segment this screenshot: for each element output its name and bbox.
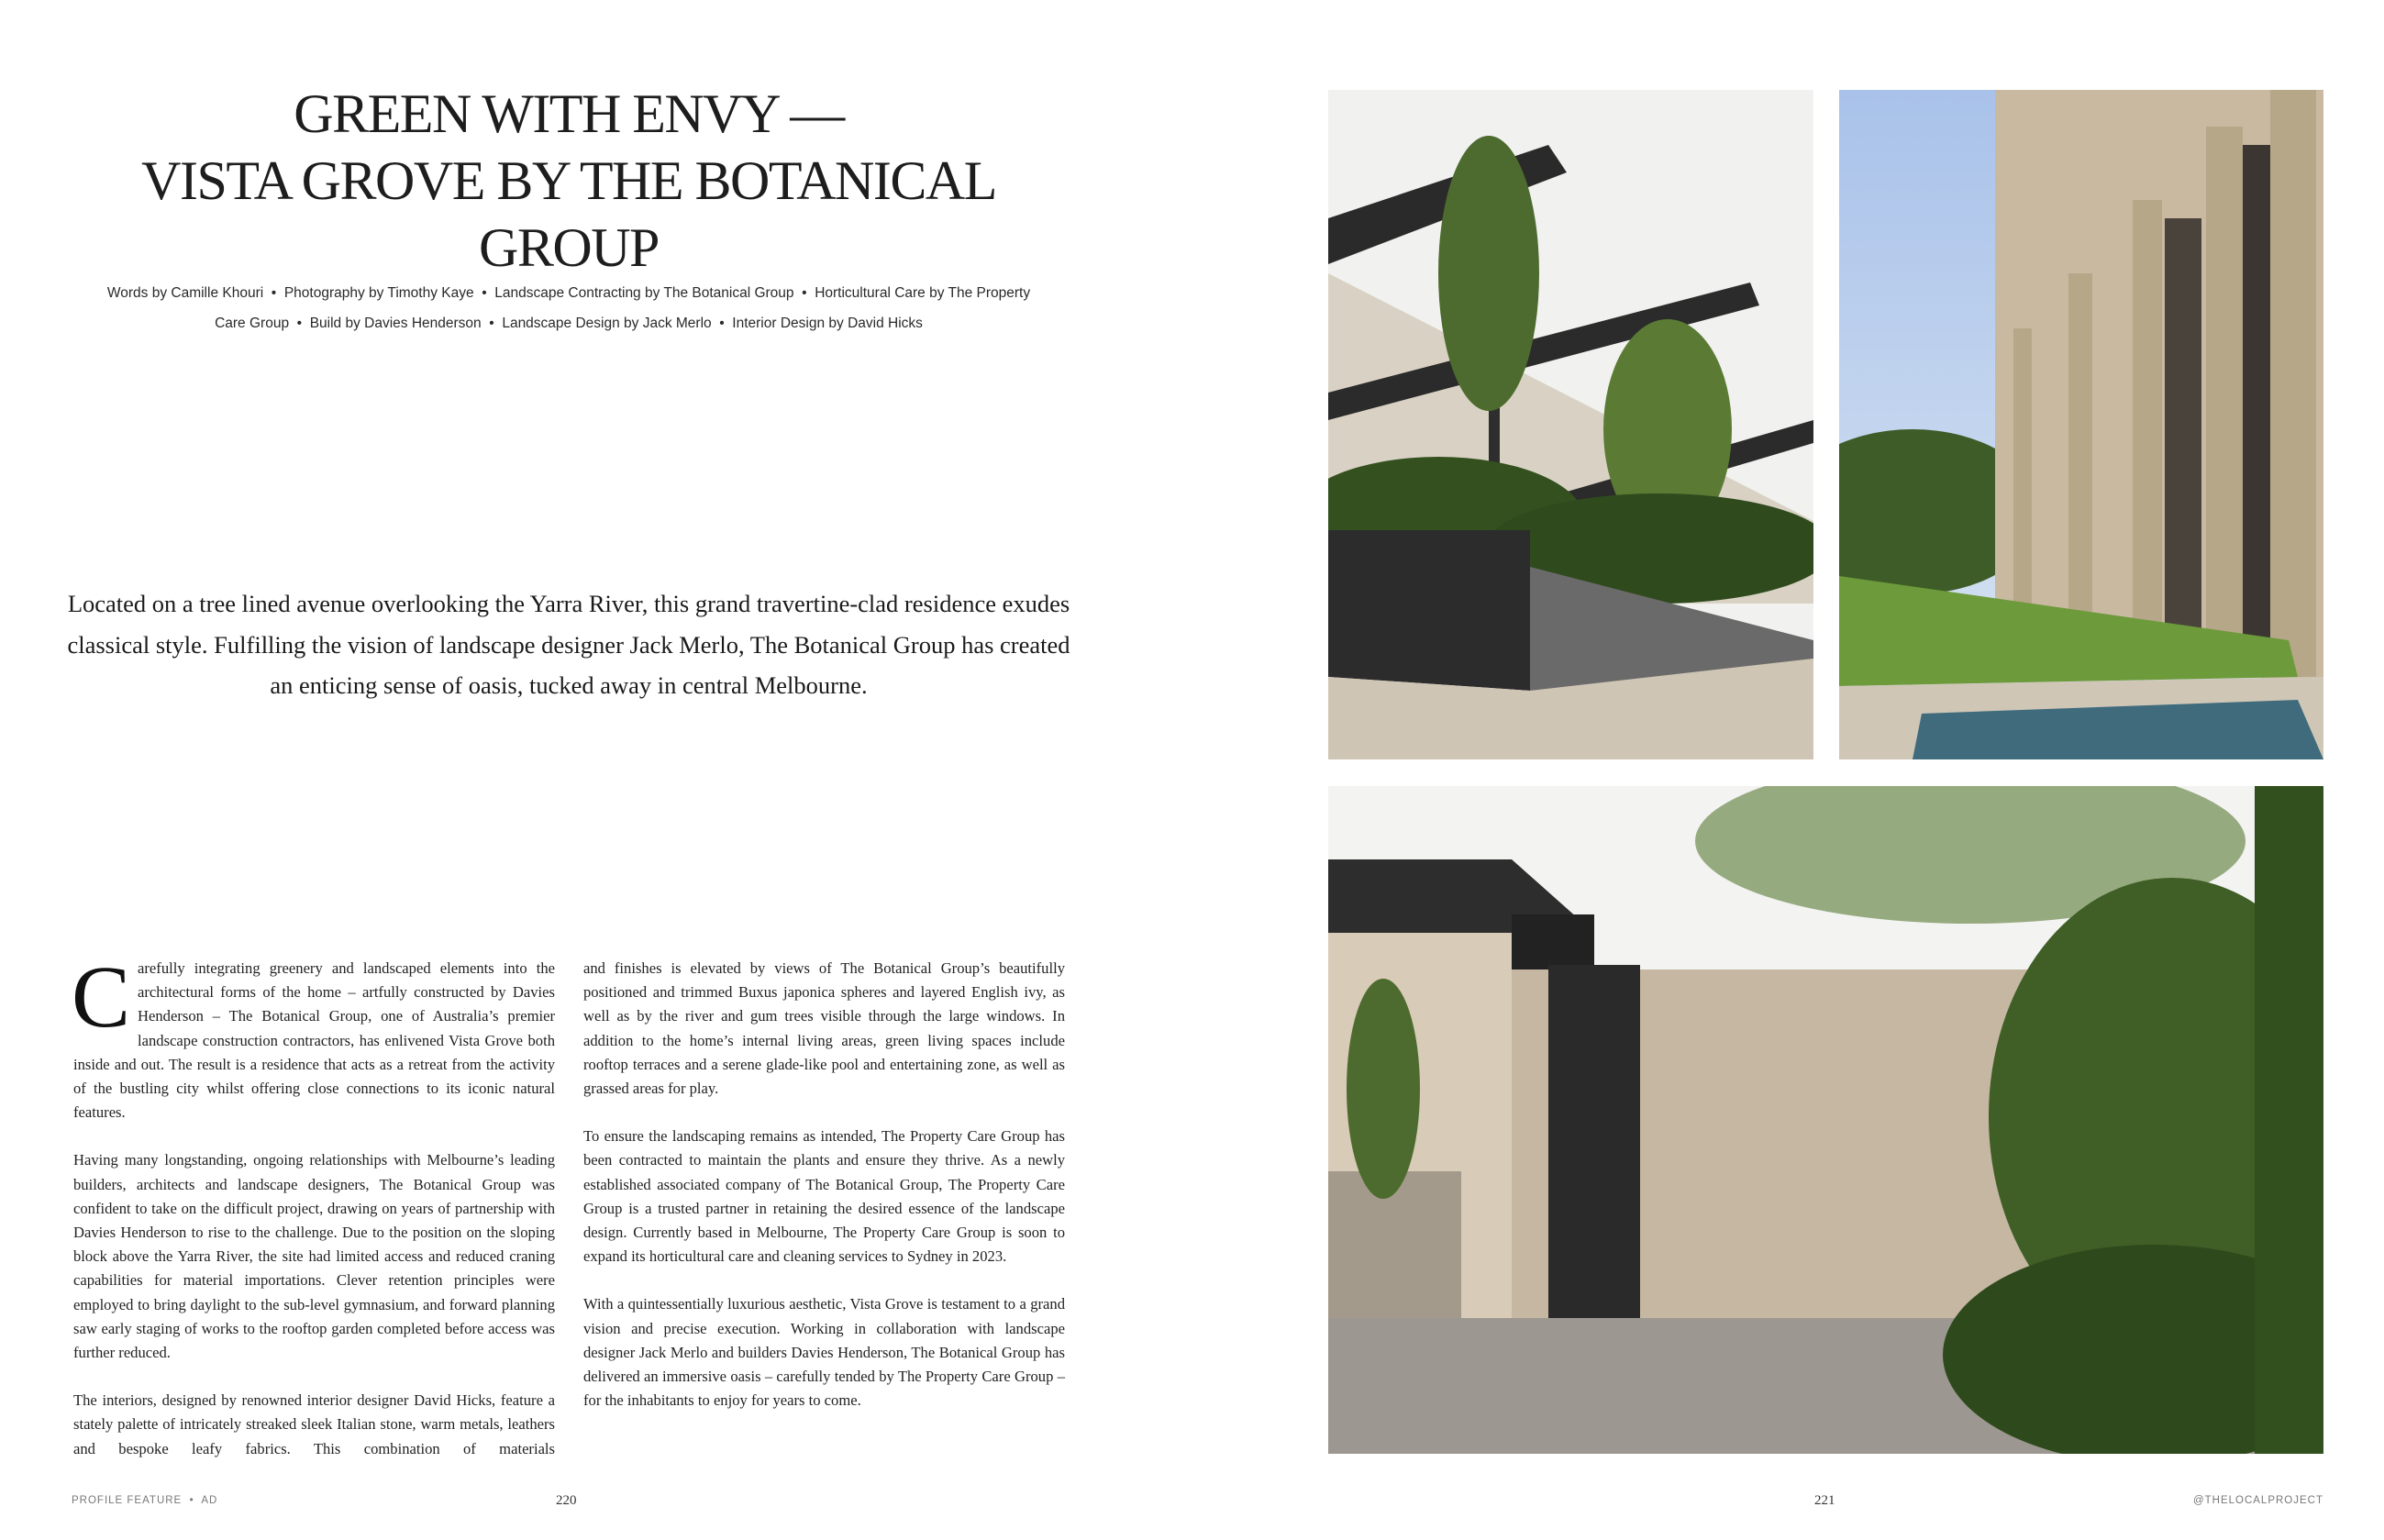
paragraph-3-continued: and finishes is elevated by views of The Botanical Group’s beautifully positioned and trimmed Buxus japonica spheres and layered English ivy, as well as by the river and gum trees visible through the large windows. In addition to the home’s internal living areas, green living spaces include rooftop terraces and a serene glade-like pool and entertaining zone, as well as grassed areas for play. bbox=[583, 959, 1065, 1098]
photo-rooftop-pergola bbox=[1328, 90, 1813, 759]
credits-line-1: Words by Camille Khouri • Photography by Timothy Kaye • Landscape Contracting by The Botanical Group • Horticultural Care by The Property bbox=[106, 285, 1031, 301]
paragraph-5: With a quintessentially luxurious aesthetic, Vista Grove is testament to a grand vision and precise execution. Working in collaboration with landscape designer Jack Merlo and builders Davies Henderson, The Botanical Group has delivered an immersive oasis – carefully tended by The Property Care Group – for the inhabitants to enjoy for years to come. bbox=[583, 1295, 1065, 1410]
title-line-1: GREEN WITH ENVY — bbox=[294, 83, 844, 144]
social-handle: @THELOCALPROJECT bbox=[2192, 1495, 2323, 1506]
paragraph-4: To ensure the landscaping remains as intended, The Property Care Group has been contracted to maintain the plants and ensure they thrive. As a newly established associated company of The Botanical Group, The Property Care Group is a trusted partner in retaining the desired essence of the landscape design. Currently based in Melbourne, The Property Care Group is soon to expand its horticultural care and cleaning services to Sydney in 2023. bbox=[583, 1127, 1065, 1266]
paragraph-1: Carefully integrating greenery and landscaped elements into the architectural forms of the home – artfully constructed by Davies Henderson – The Botanical Group, one of Australia’s premier landscape construction contractors, has enlivened Vista Grove both inside and out. The result is a residence that acts as a retreat from the activity of the bustling city whilst offering close connections to its iconic natural features. bbox=[72, 947, 555, 1122]
credits bbox=[64, 278, 1073, 338]
paragraph-2: Having many longstanding, ongoing relationships with Melbourne’s leading builders, architects and landscape designers, The Botanical Group was confident to take on the difficult project, drawing on years of partnership with Davies Henderson to rise to the challenge. Due to the position on the sloping block above the Yarra River, the site had limited access and reduced craning capabilities for material importations. Clever retention principles were employed to bring daylight to the sub-level gymnasium, and forward planning saw early staging of works to the rooftop garden completed before access was further reduced. bbox=[73, 1151, 555, 1362]
body-column-1 bbox=[72, 947, 555, 1461]
title-line-2: VISTA GROVE BY THE BOTANICAL GROUP bbox=[141, 150, 996, 278]
intro-standfirst: Located on a tree lined avenue overlooking the Yarra River, this grand travertine-clad residence exudes classical style. Fulfilling the vision of landscape designer Jack Merlo, The Botanical Group has created an enticing sense of oasis, tucked away in central Melbourne. bbox=[67, 590, 1070, 699]
credits-line-2: Care Group • Build by Davies Henderson • Landscape Design by Jack Merlo • Interior Design by David Hicks bbox=[215, 316, 923, 331]
photo-entry-courtyard bbox=[1328, 786, 2323, 1454]
body-column-2 bbox=[583, 957, 1065, 1436]
drop-cap: C bbox=[72, 947, 131, 1046]
article-title bbox=[55, 81, 1082, 282]
section-label: PROFILE FEATURE • AD bbox=[72, 1495, 218, 1506]
page-number-left: 220 bbox=[556, 1493, 577, 1508]
photo-colonnade-lawn bbox=[1839, 90, 2323, 759]
paragraph-3: The interiors, designed by renowned interior designer David Hicks, feature a stately palette of intricately streaked sleek Italian stone, warm metals, leathers and bespoke leafy fabrics. This combination of materials bbox=[73, 1391, 555, 1457]
page-number-right: 221 bbox=[1814, 1493, 1835, 1508]
